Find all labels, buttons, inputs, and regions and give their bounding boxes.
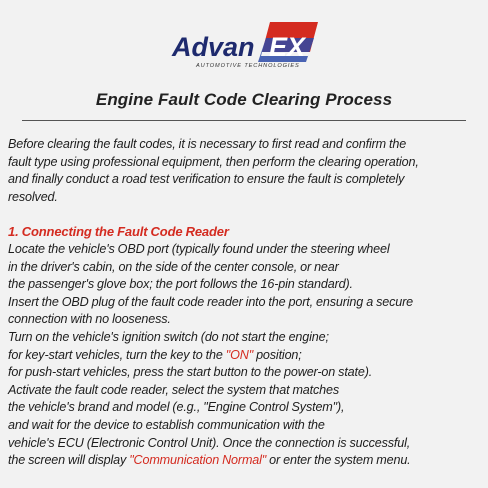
body-line: Insert the OBD plug of the fault code reader into the port, ensuring a secure — [8, 294, 413, 309]
body-line: Activate the fault code reader, select the system that matches — [8, 382, 340, 397]
title-divider — [22, 120, 466, 121]
section-1 — [8, 223, 484, 469]
highlight-communication-normal: "Communication Normal" — [129, 453, 267, 468]
body-line: Locate the vehicle's OBD port (typically found under the steering wheel — [8, 241, 390, 256]
text-segment: for key-start vehicles, turn the key to the — [8, 347, 226, 362]
body-line: and wait for the device to establish communication with the — [8, 417, 325, 432]
logo — [0, 22, 488, 74]
body-line-display — [8, 452, 484, 470]
logo-text-ex: EX — [269, 32, 306, 62]
intro-line: and finally conduct a road test verification to ensure the fault is completely — [8, 172, 405, 187]
text-segment: position; — [253, 347, 302, 362]
text-segment: the screen will display — [8, 453, 130, 468]
intro-paragraph — [8, 136, 484, 206]
logo-text-main: Advan — [172, 32, 255, 62]
body-line: the passenger's glove box; the port follows the 16-pin standard). — [8, 277, 353, 292]
intro-line: Before clearing the fault codes, it is necessary to first read and confirm the — [8, 137, 407, 151]
body-line: vehicle's ECU (Electronic Control Unit). Once the connection is successful, — [8, 435, 411, 450]
body-line: the vehicle's brand and model (e.g., "Engine Control System"), — [8, 400, 345, 415]
text-segment: or enter the system menu. — [266, 453, 411, 468]
section-heading: 1. Connecting the Fault Code Reader — [8, 224, 229, 240]
body-line: in the driver's cabin, on the side of the center console, or near — [8, 259, 339, 274]
body-line-key-start — [8, 347, 484, 365]
highlight-on: "ON" — [225, 347, 254, 362]
advanex-logo — [166, 22, 326, 74]
body-line: connection with no looseness. — [8, 312, 171, 327]
body-line: Turn on the vehicle's ignition switch (do not start the engine; — [8, 329, 329, 344]
page-title: Engine Fault Code Clearing Process — [95, 90, 393, 109]
document-body — [8, 136, 484, 470]
intro-line: fault type using professional equipment, then perform the clearing operation, — [8, 154, 419, 169]
logo-tagline: AUTOMOTIVE TECHNOLOGIES — [196, 63, 300, 69]
intro-line: resolved. — [8, 189, 58, 204]
body-line: for push-start vehicles, press the start button to the power-on state). — [8, 365, 373, 380]
